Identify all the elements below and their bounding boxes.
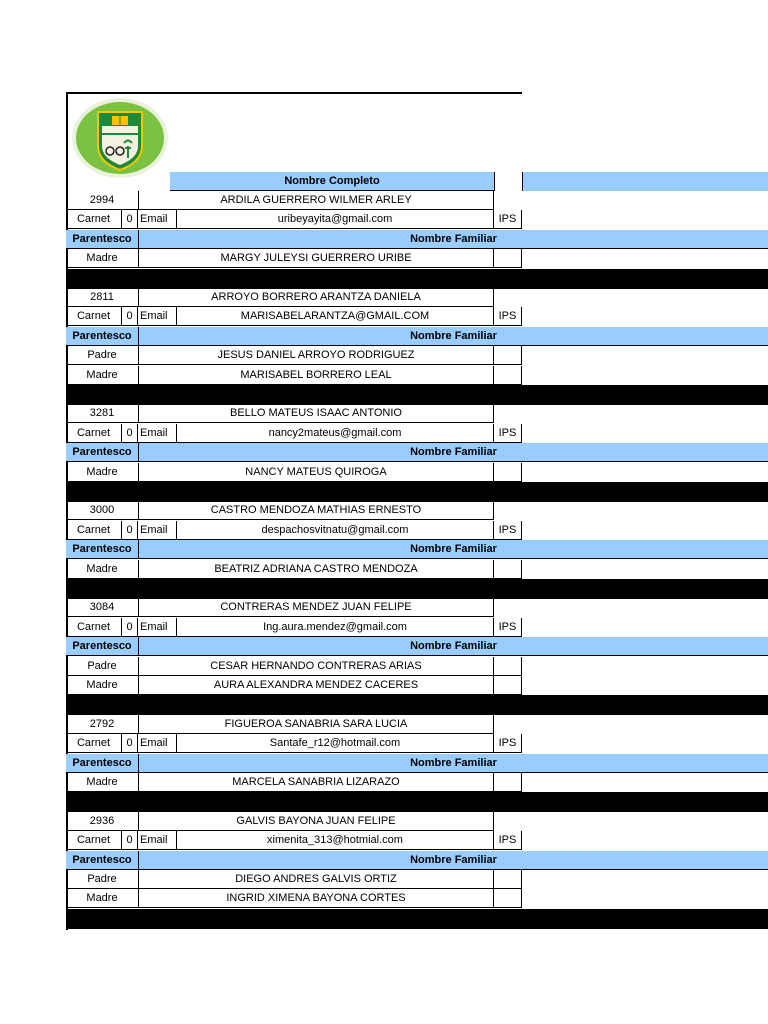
family-name: INGRID XIMENA BAYONA CORTES xyxy=(138,889,494,908)
carnet-value: 0 xyxy=(121,831,137,850)
family-row xyxy=(66,676,768,695)
email-value: nancy2mateus@gmail.com xyxy=(177,424,494,443)
carnet-value: 0 xyxy=(121,210,137,229)
parentesco-header: Parentesco xyxy=(66,851,138,870)
student-code: 3084 xyxy=(66,598,138,617)
family-row xyxy=(66,870,768,889)
nombre-familiar-header: Nombre Familiar xyxy=(138,327,768,346)
separator-band xyxy=(66,792,768,812)
contact-row xyxy=(66,831,768,850)
email-value: ximenita_313@hotmial.com xyxy=(177,831,494,850)
family-relation: Padre xyxy=(66,657,138,676)
nombre-familiar-header: Nombre Familiar xyxy=(138,637,768,656)
separator-band xyxy=(66,482,768,502)
family-blank xyxy=(494,889,522,908)
family-row xyxy=(66,366,768,385)
family-relation: Madre xyxy=(66,676,138,695)
header-row xyxy=(66,172,768,191)
family-row xyxy=(66,773,768,792)
nombre-completo-header: Nombre Completo xyxy=(170,172,494,191)
nombre-familiar-header: Nombre Familiar xyxy=(138,443,768,462)
parentesco-header: Parentesco xyxy=(66,327,138,346)
family-blank xyxy=(494,249,522,268)
family-header-row xyxy=(66,851,768,870)
family-relation: Madre xyxy=(66,773,138,792)
carnet-value: 0 xyxy=(121,307,137,326)
family-header-row xyxy=(66,443,768,462)
family-blank xyxy=(494,773,522,792)
family-relation: Madre xyxy=(66,560,138,579)
family-header-row xyxy=(66,230,768,249)
ips-label: IPS xyxy=(494,831,522,850)
student-row xyxy=(66,191,768,210)
email-label: Email xyxy=(137,618,177,637)
contact-row xyxy=(66,734,768,753)
separator-band xyxy=(66,269,768,289)
family-relation: Madre xyxy=(66,889,138,908)
nombre-familiar-header: Nombre Familiar xyxy=(138,540,768,559)
header-spacer xyxy=(494,172,522,191)
student-name: ARDILA GUERRERO WILMER ARLEY xyxy=(138,191,494,210)
student-code: 2792 xyxy=(66,715,138,734)
student-name: CASTRO MENDOZA MATHIAS ERNESTO xyxy=(138,501,494,520)
student-row xyxy=(66,812,768,831)
ips-label: IPS xyxy=(494,734,522,753)
family-blank xyxy=(494,346,522,365)
family-relation: Padre xyxy=(66,346,138,365)
family-name: AURA ALEXANDRA MENDEZ CACERES xyxy=(138,676,494,695)
carnet-label: Carnet xyxy=(66,521,121,540)
carnet-label: Carnet xyxy=(66,210,121,229)
family-name: BEATRIZ ADRIANA CASTRO MENDOZA xyxy=(138,560,494,579)
carnet-label: Carnet xyxy=(66,734,121,753)
family-blank xyxy=(494,560,522,579)
ips-label: IPS xyxy=(494,618,522,637)
carnet-label: Carnet xyxy=(66,307,121,326)
separator-band xyxy=(66,695,768,715)
family-row xyxy=(66,249,768,268)
sheet-top-border xyxy=(66,92,522,94)
family-relation: Madre xyxy=(66,249,138,268)
nombre-familiar-header: Nombre Familiar xyxy=(138,851,768,870)
carnet-value: 0 xyxy=(121,521,137,540)
family-relation: Madre xyxy=(66,463,138,482)
email-value: uribeyayita@gmail.com xyxy=(177,210,494,229)
carnet-label: Carnet xyxy=(66,424,121,443)
family-row xyxy=(66,889,768,908)
email-label: Email xyxy=(137,210,177,229)
email-label: Email xyxy=(137,831,177,850)
email-label: Email xyxy=(137,734,177,753)
ips-label: IPS xyxy=(494,521,522,540)
family-blank xyxy=(494,676,522,695)
header-blue-band xyxy=(522,172,768,191)
family-row xyxy=(66,346,768,365)
student-code: 3281 xyxy=(66,404,138,423)
carnet-label: Carnet xyxy=(66,618,121,637)
family-header-row xyxy=(66,637,768,656)
family-name: CESAR HERNANDO CONTRERAS ARIAS xyxy=(138,657,494,676)
family-blank xyxy=(494,366,522,385)
student-code: 3000 xyxy=(66,501,138,520)
carnet-value: 0 xyxy=(121,424,137,443)
family-header-row xyxy=(66,754,768,773)
email-value: Ing.aura.mendez@gmail.com xyxy=(177,618,494,637)
contact-row xyxy=(66,618,768,637)
email-value: MARISABELARANTZA@GMAIL.COM xyxy=(177,307,494,326)
family-row xyxy=(66,657,768,676)
separator-band xyxy=(66,579,768,599)
contact-row xyxy=(66,521,768,540)
family-name: MARISABEL BORRERO LEAL xyxy=(138,366,494,385)
family-header-row xyxy=(66,540,768,559)
parentesco-header: Parentesco xyxy=(66,230,138,249)
carnet-value: 0 xyxy=(121,618,137,637)
nombre-familiar-header: Nombre Familiar xyxy=(138,754,768,773)
nombre-familiar-header: Nombre Familiar xyxy=(138,230,768,249)
ips-label: IPS xyxy=(494,210,522,229)
email-label: Email xyxy=(137,521,177,540)
ips-label: IPS xyxy=(494,307,522,326)
contact-row xyxy=(66,424,768,443)
student-name: BELLO MATEUS ISAAC ANTONIO xyxy=(138,404,494,423)
student-row xyxy=(66,598,768,617)
family-name: MARGY JULEYSI GUERRERO URIBE xyxy=(138,249,494,268)
family-blank xyxy=(494,657,522,676)
family-name: JESUS DANIEL ARROYO RODRIGUEZ xyxy=(138,346,494,365)
carnet-label: Carnet xyxy=(66,831,121,850)
separator-band xyxy=(66,909,768,929)
student-row xyxy=(66,501,768,520)
parentesco-header: Parentesco xyxy=(66,443,138,462)
student-code: 2936 xyxy=(66,812,138,831)
carnet-value: 0 xyxy=(121,734,137,753)
family-name: MARCELA SANABRIA LIZARAZO xyxy=(138,773,494,792)
school-logo xyxy=(70,96,170,180)
email-value: despachosvitnatu@gmail.com xyxy=(177,521,494,540)
family-relation: Padre xyxy=(66,870,138,889)
student-row xyxy=(66,288,768,307)
parentesco-header: Parentesco xyxy=(66,540,138,559)
contact-row xyxy=(66,210,768,229)
parentesco-header: Parentesco xyxy=(66,754,138,773)
family-blank xyxy=(494,870,522,889)
student-row xyxy=(66,404,768,423)
student-row xyxy=(66,715,768,734)
email-label: Email xyxy=(137,424,177,443)
family-row xyxy=(66,463,768,482)
student-name: ARROYO BORRERO ARANTZA DANIELA xyxy=(138,288,494,307)
family-name: NANCY MATEUS QUIROGA xyxy=(138,463,494,482)
student-name: GALVIS BAYONA JUAN FELIPE xyxy=(138,812,494,831)
separator-band xyxy=(66,385,768,405)
parentesco-header: Parentesco xyxy=(66,637,138,656)
ips-label: IPS xyxy=(494,424,522,443)
email-value: Santafe_r12@hotmail.com xyxy=(177,734,494,753)
family-row xyxy=(66,560,768,579)
family-relation: Madre xyxy=(66,366,138,385)
family-name: DIEGO ANDRES GALVIS ORTIZ xyxy=(138,870,494,889)
student-name: CONTRERAS MENDEZ JUAN FELIPE xyxy=(138,598,494,617)
student-code: 2811 xyxy=(66,288,138,307)
email-label: Email xyxy=(137,307,177,326)
student-name: FIGUEROA SANABRIA SARA LUCIA xyxy=(138,715,494,734)
family-blank xyxy=(494,463,522,482)
student-code: 2994 xyxy=(66,191,138,210)
family-header-row xyxy=(66,327,768,346)
contact-row xyxy=(66,307,768,326)
